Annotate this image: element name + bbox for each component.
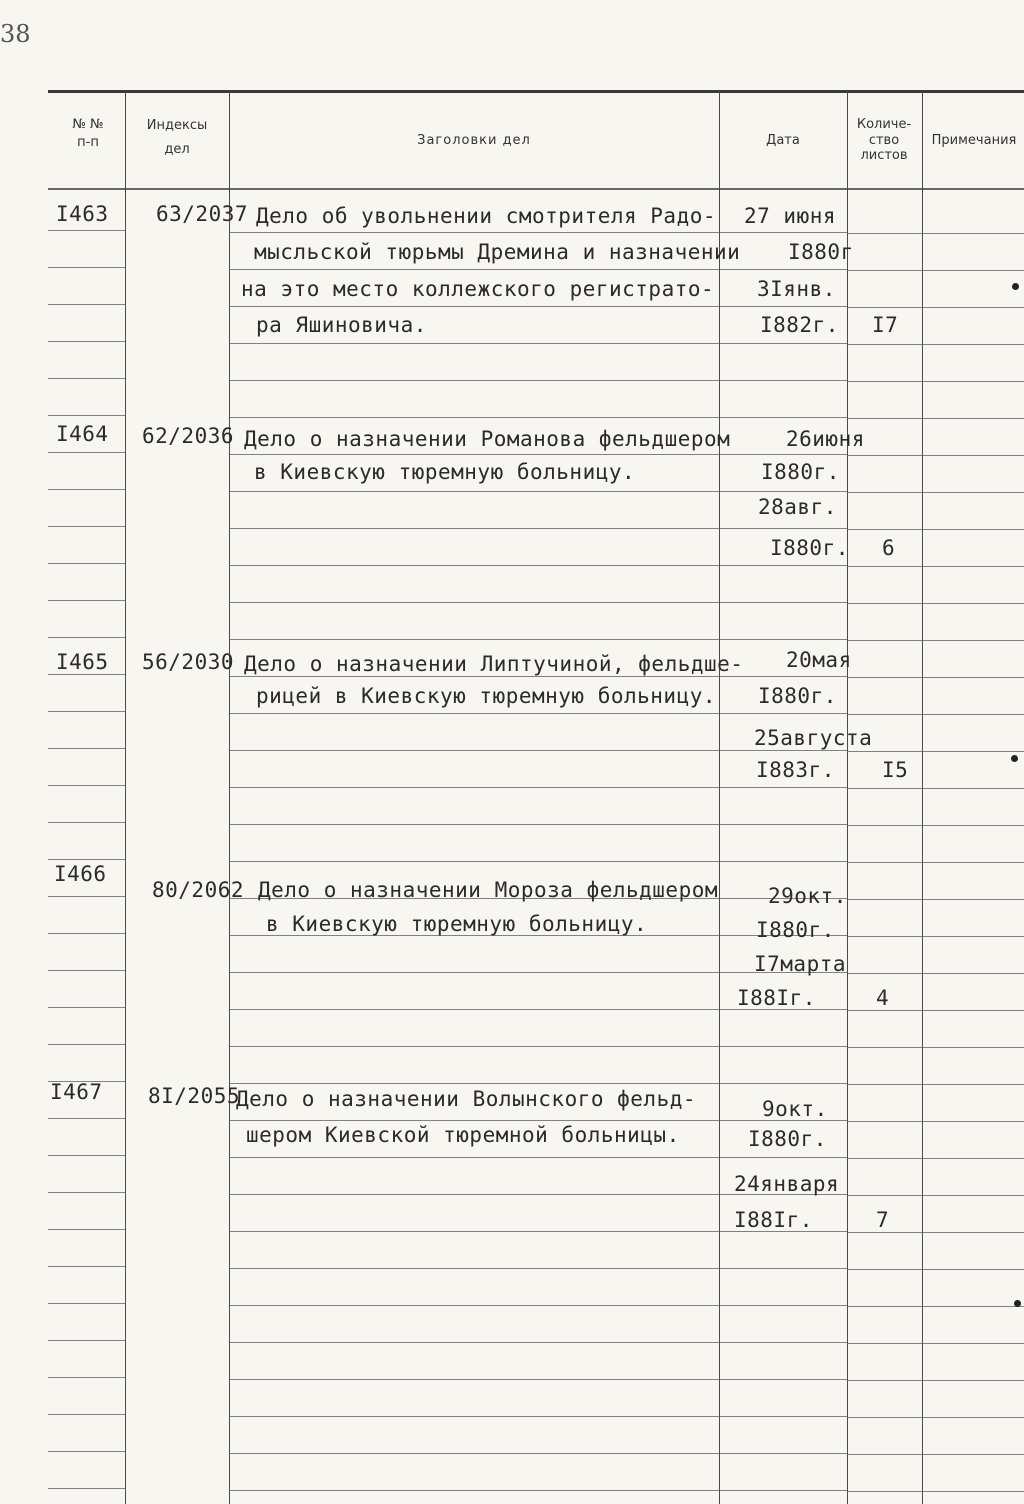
ruled-line (847, 1306, 922, 1307)
ruled-line (847, 1084, 922, 1085)
ruled-line (922, 751, 1024, 752)
ruled-line (847, 973, 922, 974)
record-date-line: I882г. (760, 313, 839, 337)
ruled-line (922, 492, 1024, 493)
record-date-line: 26июня (786, 427, 865, 451)
ruled-line (922, 566, 1024, 567)
ruled-line (719, 676, 847, 677)
ruled-line (922, 788, 1024, 789)
ruled-line (48, 1377, 125, 1378)
ruled-line (719, 1490, 847, 1491)
ruled-line (229, 1009, 719, 1010)
record-title-line: Дело об увольнении смотрителя Радо- (256, 204, 717, 228)
record-sheets: I7 (872, 313, 899, 337)
ruled-line (229, 269, 719, 270)
ink-speck (1014, 1300, 1021, 1307)
ruled-line (48, 600, 125, 601)
ruled-line (48, 1451, 125, 1452)
ruled-line (229, 972, 719, 973)
ruled-line (48, 933, 125, 934)
ruled-line (719, 1342, 847, 1343)
ruled-line (922, 973, 1024, 974)
ruled-line (719, 1453, 847, 1454)
ruled-line (719, 565, 847, 566)
header-index: Индексы дел (146, 118, 208, 158)
ruled-line (48, 378, 125, 379)
ruled-line (847, 529, 922, 530)
ruled-line (48, 452, 125, 453)
ruled-line (922, 529, 1024, 530)
ruled-line (719, 787, 847, 788)
header-date: Дата (766, 133, 800, 148)
ruled-line (922, 1047, 1024, 1048)
ruled-line (922, 936, 1024, 937)
ruled-line (48, 637, 125, 638)
ruled-line (719, 1268, 847, 1269)
header-num: № № п-п (72, 117, 104, 150)
record-index: 63/2037 (156, 202, 249, 226)
record-date-line: I880г. (758, 684, 837, 708)
ruled-line (847, 751, 922, 752)
record-title-line: на это место коллежского регистрато- (241, 277, 715, 301)
record-number: I463 (56, 202, 109, 226)
ink-speck (1012, 283, 1019, 290)
record-index: 62/2036 (142, 424, 235, 448)
ruled-line (719, 1157, 847, 1158)
ruled-line (719, 232, 847, 233)
ruled-line (48, 1155, 125, 1156)
column-divider-index (229, 92, 230, 1504)
ruled-line (847, 899, 922, 900)
ruled-line (48, 1192, 125, 1193)
ruled-line (847, 936, 922, 937)
record-date-line: I7марта (754, 952, 847, 976)
ruled-line (847, 1343, 922, 1344)
ruled-line (922, 1491, 1024, 1492)
ruled-line (48, 341, 125, 342)
ruled-line (847, 677, 922, 678)
ruled-line (229, 306, 719, 307)
ruled-line (229, 639, 719, 640)
ruled-line (922, 1454, 1024, 1455)
record-index: 8I/2055 (148, 1084, 241, 1108)
ruled-line (922, 714, 1024, 715)
record-date-line: 24января (734, 1172, 840, 1196)
ruled-line (922, 1232, 1024, 1233)
record-date-line: 29окт. (768, 884, 847, 908)
ruled-line (719, 491, 847, 492)
header-notes: Примечания (931, 133, 1017, 148)
ruled-line (847, 381, 922, 382)
record-number: I464 (56, 422, 109, 446)
ruled-line (922, 899, 1024, 900)
ruled-line (48, 711, 125, 712)
record-title-line: ра Яшиновича. (256, 313, 427, 337)
ruled-line (719, 343, 847, 344)
ruled-line (48, 1414, 125, 1415)
ruled-line (48, 748, 125, 749)
record-title-line: мысльской тюрьмы Дремина и назначении (254, 240, 741, 264)
record-title-line: рицей в Киевскую тюремную больницу. (256, 684, 717, 708)
ruled-line (719, 639, 847, 640)
ruled-line (229, 528, 719, 529)
ruled-line (922, 1380, 1024, 1381)
table-top-rule (48, 90, 1024, 93)
ruled-line (229, 1453, 719, 1454)
ruled-line (48, 267, 125, 268)
record-date-line: 27 июня (744, 204, 837, 228)
record-number: I467 (50, 1080, 103, 1104)
ruled-line (922, 677, 1024, 678)
ruled-line (229, 1083, 719, 1084)
ruled-line (847, 1269, 922, 1270)
ruled-line (719, 454, 847, 455)
ruled-line (847, 825, 922, 826)
ruled-line (922, 1158, 1024, 1159)
ruled-line (48, 489, 125, 490)
ruled-line (48, 230, 125, 231)
ruled-line (229, 1120, 719, 1121)
record-date-line: I88Iг. (734, 1208, 813, 1232)
record-index: 80/2062 (152, 878, 245, 902)
ruled-line (922, 1343, 1024, 1344)
ruled-line (719, 602, 847, 603)
ruled-line (719, 1305, 847, 1306)
ruled-line (922, 862, 1024, 863)
record-title-line: в Киевскую тюремную больницу. (254, 460, 636, 484)
ruled-line (719, 269, 847, 270)
record-title-line: Дело о назначении Романова фельдшером (244, 427, 731, 451)
ruled-line (229, 380, 719, 381)
ruled-line (922, 381, 1024, 382)
record-date-line: 9окт. (762, 1097, 828, 1121)
ruled-line (48, 822, 125, 823)
ruled-line (922, 1084, 1024, 1085)
ruled-line (229, 1305, 719, 1306)
ruled-line (229, 1268, 719, 1269)
ruled-line (922, 418, 1024, 419)
ruled-line (847, 603, 922, 604)
ruled-line (48, 1340, 125, 1341)
ruled-line (922, 1306, 1024, 1307)
ruled-line (847, 270, 922, 271)
ruled-line (48, 563, 125, 564)
record-title-line: Дело о назначении Мороза фельдшером (258, 878, 719, 902)
ruled-line (922, 455, 1024, 456)
ruled-line (719, 1046, 847, 1047)
ruled-line (847, 455, 922, 456)
ruled-line (719, 1379, 847, 1380)
ruled-line (229, 454, 719, 455)
ruled-line (922, 1269, 1024, 1270)
record-number: I465 (56, 650, 109, 674)
record-title-line: в Киевскую тюремную больницу. (266, 912, 648, 936)
record-sheets: 7 (876, 1208, 890, 1232)
ruled-line (847, 1491, 922, 1492)
record-index: 56/2030 (142, 650, 235, 674)
record-date-line: I880г. (770, 536, 849, 560)
ruled-line (48, 1044, 125, 1045)
ruled-line (48, 785, 125, 786)
column-divider-title (719, 92, 720, 1504)
ruled-line (847, 862, 922, 863)
ruled-line (847, 714, 922, 715)
ruled-line (229, 232, 719, 233)
ruled-line (229, 787, 719, 788)
ruled-line (229, 1194, 719, 1195)
ruled-line (229, 676, 719, 677)
ruled-line (48, 1488, 125, 1489)
ruled-line (922, 603, 1024, 604)
ruled-line (847, 640, 922, 641)
record-title-line: Дело о назначении Волынского фельд- (236, 1087, 697, 1111)
header-bottom-rule (48, 188, 1024, 190)
ruled-line (229, 1046, 719, 1047)
page-corner-mark: 38 (0, 20, 31, 48)
ruled-line (719, 750, 847, 751)
ruled-line (922, 1417, 1024, 1418)
record-date-line: I880г. (748, 1127, 827, 1151)
ruled-line (719, 861, 847, 862)
ruled-line (922, 640, 1024, 641)
ruled-line (48, 1118, 125, 1119)
ruled-line (229, 491, 719, 492)
ruled-line (847, 418, 922, 419)
header-title: Заголовки дел (417, 133, 531, 148)
record-date-line: 20мая (786, 648, 852, 672)
ruled-line (847, 1195, 922, 1196)
ruled-line (922, 825, 1024, 826)
ruled-line (847, 233, 922, 234)
ruled-line (922, 233, 1024, 234)
ruled-line (922, 1121, 1024, 1122)
ruled-line (48, 896, 125, 897)
ruled-line (847, 1158, 922, 1159)
ruled-line (719, 380, 847, 381)
ruled-line (229, 565, 719, 566)
ruled-line (719, 713, 847, 714)
record-number: I466 (54, 862, 107, 886)
ruled-line (48, 1229, 125, 1230)
record-date-line: I88Iг. (737, 986, 816, 1010)
ruled-line (48, 1266, 125, 1267)
ruled-line (229, 1490, 719, 1491)
ruled-line (48, 415, 125, 416)
record-sheets: 6 (882, 536, 896, 560)
ruled-line (719, 824, 847, 825)
ruled-line (847, 1417, 922, 1418)
ruled-line (229, 713, 719, 714)
ruled-line (847, 1121, 922, 1122)
ink-speck (1011, 755, 1018, 762)
ruled-line (847, 1454, 922, 1455)
ruled-line (48, 526, 125, 527)
ruled-line (229, 602, 719, 603)
column-divider-date (847, 92, 848, 1504)
ruled-line (847, 1380, 922, 1381)
ruled-line (922, 270, 1024, 271)
record-date-line: I883г. (756, 758, 835, 782)
ruled-line (48, 1303, 125, 1304)
record-sheets: I5 (882, 758, 909, 782)
ruled-line (229, 1231, 719, 1232)
record-date-line: I880г. (761, 460, 840, 484)
ruled-line (48, 1007, 125, 1008)
ruled-line (48, 304, 125, 305)
record-title-line: шером Киевской тюремной больницы. (246, 1123, 680, 1147)
ruled-line (847, 1047, 922, 1048)
ruled-line (847, 307, 922, 308)
record-title-line: Дело о назначении Липтучиной, фельдше- (244, 652, 744, 676)
ruled-line (48, 970, 125, 971)
record-date-line: 28авг. (758, 495, 837, 519)
ruled-line (229, 1157, 719, 1158)
ruled-line (229, 824, 719, 825)
ruled-line (719, 528, 847, 529)
ruled-line (922, 344, 1024, 345)
record-date-line: 25августа (754, 726, 873, 750)
ruled-line (229, 750, 719, 751)
ruled-line (48, 674, 125, 675)
column-divider-sheets (922, 92, 923, 1504)
ruled-line (229, 343, 719, 344)
ruled-line (229, 1416, 719, 1417)
ruled-line (847, 1010, 922, 1011)
ruled-line (229, 861, 719, 862)
ruled-line (922, 1010, 1024, 1011)
ruled-line (922, 1195, 1024, 1196)
ruled-line (922, 307, 1024, 308)
ruled-line (847, 344, 922, 345)
ruled-line (719, 306, 847, 307)
header-sheets: Количе- ство листов (856, 117, 912, 164)
ruled-line (719, 417, 847, 418)
record-date-line: I880г. (756, 918, 835, 942)
ruled-line (847, 788, 922, 789)
column-divider-num (125, 92, 126, 1504)
ruled-line (48, 859, 125, 860)
ruled-line (719, 1416, 847, 1417)
record-date-line: 3Iянв. (757, 277, 836, 301)
ruled-line (229, 417, 719, 418)
ruled-line (847, 566, 922, 567)
ruled-line (229, 1379, 719, 1380)
ruled-line (719, 1083, 847, 1084)
record-date-line: I880г (788, 240, 854, 264)
ruled-line (229, 1342, 719, 1343)
ruled-line (847, 1232, 922, 1233)
ruled-line (847, 492, 922, 493)
record-sheets: 4 (876, 986, 890, 1010)
